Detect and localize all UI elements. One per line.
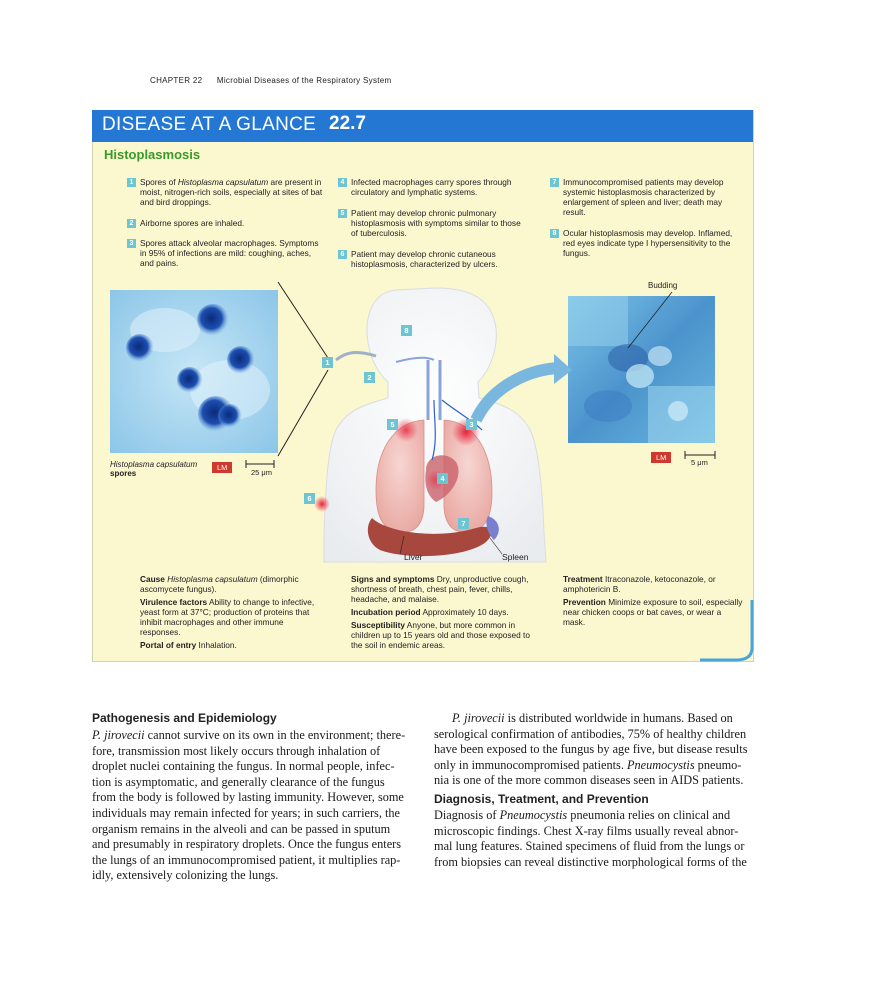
banner-number: 22.7: [329, 113, 366, 134]
liver-label: Liver: [404, 552, 423, 562]
info-column-1: [140, 574, 320, 653]
text-line: mal lung features. Stained specimens of fluid from the lungs or: [434, 839, 745, 854]
text-line: nia is one of the more common diseases seen in AIDS patients.: [434, 773, 744, 788]
text-line: droplet nuclei containing the fungus. In normal people, infec-: [92, 759, 395, 774]
spores-micrograph-image: [110, 290, 278, 453]
text-line: from the body is followed by lasting immunity. However, some: [92, 790, 404, 805]
running-head: [150, 76, 391, 85]
virulence-entry: Virulence factors Ability to change to infective, yeast form at 37°C; production of proteins that inhibit macrophages and other immune responses.: [140, 597, 315, 637]
text-line: organism remains in the alveoli and can be passed in sputum: [92, 821, 391, 836]
step-4: 4 Infected macrophages carry spores through circulatory and lymphatic systems.: [351, 177, 541, 197]
text-line: serological confirmation of antibodies, 75% of healthy children: [434, 726, 747, 741]
step-2: 2 Airborne spores are inhaled.: [140, 218, 325, 228]
text-line: microscopic findings. Chest X-ray films usually reveal abnor-: [434, 823, 739, 838]
spores-micrograph: [110, 290, 278, 453]
callout-line-top: [278, 282, 328, 358]
step-badge: 2: [127, 219, 136, 228]
text-line: and presumably in respiratory droplets. Once the fungus enters: [92, 837, 402, 852]
step-1: 1 Spores of Histoplasma capsulatum are present in moist, nitrogen-rich soils, especially at sites of bat and bird droppings.: [140, 177, 325, 207]
diagnosis-heading: Diagnosis, Treatment, and Prevention: [434, 792, 649, 806]
scale-label-left: 25 μm: [251, 468, 272, 477]
panel-banner: [92, 110, 753, 142]
figure-badge-1: 1: [322, 357, 333, 368]
pathogenesis-heading: Pathogenesis and Epidemiology: [92, 711, 277, 725]
distribution-paragraph: [434, 711, 754, 789]
figure-badge-2: 2: [364, 372, 375, 383]
text-line: P. jirovecii is distributed worldwide in humans. Based on: [452, 711, 733, 725]
cause-entry: Cause Histoplasma capsulatum (dimorphic ascomycete fungus).: [140, 574, 299, 594]
prevention-entry: Prevention Minimize exposure to soil, especially near chicken coops or bat caves, or wear a mask.: [563, 597, 743, 627]
text-line: Diagnosis of Pneumocystis pneumonia relies on clinical and: [434, 808, 731, 822]
pathogenesis-paragraph: [92, 728, 412, 884]
text-line: have been exposed to the fungus by age five, but disease results: [434, 742, 748, 757]
budding-pointer-line: [620, 290, 680, 350]
step-badge: 3: [127, 239, 136, 248]
callout-line-bottom: [278, 370, 328, 456]
figure-badge-4: 4: [437, 473, 448, 484]
text-line: from biopsies can reveal distinctive morphological forms of the: [434, 854, 747, 869]
step-badge: 8: [550, 229, 559, 238]
step-badge: 6: [338, 250, 347, 259]
banner-label: DISEASE AT A GLANCE: [102, 114, 317, 135]
portal-entry: Portal of entry Inhalation.: [140, 640, 237, 650]
lm-badge-left: LM: [212, 462, 232, 473]
incubation-entry: Incubation period Approximately 10 days.: [351, 607, 509, 617]
figure-badge-3: 3: [466, 419, 477, 430]
info-column-3: [563, 574, 743, 630]
body-illustration: [276, 270, 576, 570]
step-badge: 7: [550, 178, 559, 187]
info-column-2: [351, 574, 531, 653]
step-3: 3 Spores attack alveolar macrophages. Symptoms in 95% of infections are mild: coughing, aches, and pains.: [140, 238, 325, 268]
disease-title: Histoplasmosis: [104, 147, 201, 162]
step-8: 8 Ocular histoplasmosis may develop. Inflamed, red eyes indicate type I hypersensitivity to the fungus.: [563, 228, 741, 258]
text-line: idly, extensively colonizing the lungs.: [92, 868, 279, 883]
scale-label-right: 5 μm: [691, 458, 708, 467]
text-line: fore, transmission most likely occurs through inhalation of: [92, 743, 381, 758]
chapter-title: Microbial Diseases of the Respiratory System: [216, 76, 392, 85]
treatment-entry: Treatment Itraconazole, ketoconazole, or amphotericin B.: [563, 574, 716, 594]
step-badge: 1: [127, 178, 136, 187]
step-6: 6 Patient may develop chronic cutaneous histoplasmosis, characterized by ulcers.: [351, 249, 531, 269]
step-badge: 5: [338, 209, 347, 218]
budding-label: Budding: [648, 281, 678, 290]
step-badge: 4: [338, 178, 347, 187]
diagnosis-paragraph: [434, 808, 754, 870]
text-line: the lungs of an immunocompromised patient, it multiplies rap-: [92, 852, 401, 867]
signs-entry: Signs and symptoms Dry, unproductive cough, shortness of breath, chest pain, fever, chills, headache, and malaise.: [351, 574, 529, 604]
figure-badge-5: 5: [387, 419, 398, 430]
spores-caption: [110, 460, 197, 478]
figure-badge-8: 8: [401, 325, 412, 336]
step-5: 5 Patient may develop chronic pulmonary histoplasmosis with symptoms similar to those of tuberculosis.: [351, 208, 527, 238]
figure-badge-6: 6: [304, 493, 315, 504]
spores-caption-label: spores: [110, 469, 137, 478]
text-line: only in immunocompromised patients. Pneumocystis pneumo-: [434, 757, 742, 772]
text-line: P. jirovecii cannot survive on its own in the environment; there-: [92, 728, 406, 742]
spleen-label: Spleen: [502, 552, 529, 562]
susceptibility-entry: Susceptibility Anyone, but more common in children up to 15 years old and those exposed to the soil in endemic areas.: [351, 620, 530, 650]
step-7: 7 Immunocompromised patients may develop systemic histoplasmosis characterized by enlargement of spleen and liver; death may result.: [563, 177, 741, 217]
figure-badge-7: 7: [458, 518, 469, 529]
text-line: individuals may remain infected for years; in such carriers, the: [92, 805, 400, 820]
text-line: tion is asymptomatic, and generally clearance of the fungus: [92, 774, 385, 789]
chapter-label: CHAPTER 22: [150, 76, 203, 85]
lm-badge-right: LM: [651, 452, 671, 463]
spores-caption-species: Histoplasma capsulatum: [110, 460, 198, 469]
